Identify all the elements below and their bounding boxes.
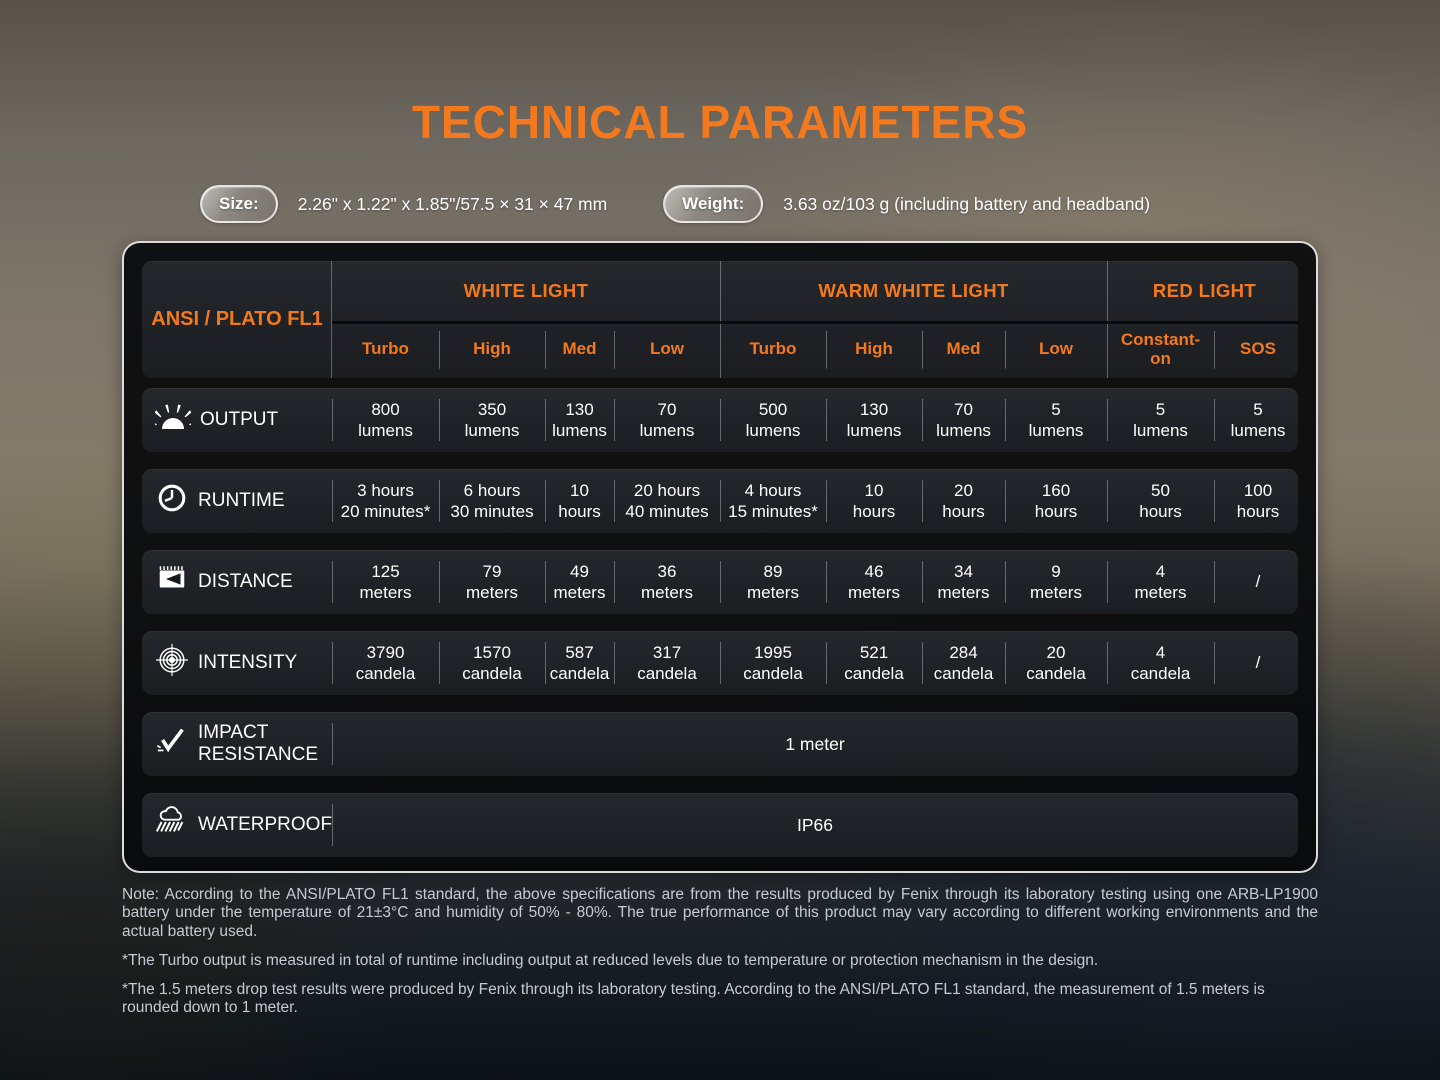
impact-arrow-icon <box>155 724 189 764</box>
table-cell <box>332 469 439 533</box>
table-cell <box>332 388 439 452</box>
cell-line: lumens <box>358 421 413 440</box>
cell-line: meters <box>553 583 606 602</box>
cell-line: lumens <box>1133 421 1188 440</box>
column-header-low: Low <box>614 321 720 378</box>
row-label-output <box>142 388 332 452</box>
table-cell <box>614 388 720 452</box>
row-label-distance <box>142 550 332 614</box>
table-row-distance <box>142 550 1298 614</box>
cell-line: / <box>1255 653 1261 673</box>
cell-line: 79 <box>482 561 502 581</box>
table-row-impact-resistance <box>142 712 1298 776</box>
cell-line: hours <box>558 502 601 521</box>
table-cell <box>1214 388 1302 452</box>
column-header-warm-med: Med <box>922 321 1005 378</box>
row-label-text: DISTANCE <box>198 571 293 593</box>
table-cell <box>720 550 826 614</box>
table-row-intensity <box>142 631 1298 695</box>
table-header <box>142 261 1298 378</box>
cell-line: meters <box>848 583 900 602</box>
row-label-waterproof <box>142 793 332 857</box>
cell-line: meters <box>747 583 799 602</box>
row-label-text: RUNTIME <box>198 490 285 512</box>
cell-line: meters <box>1030 583 1082 602</box>
sunburst-light-icon <box>155 400 191 440</box>
beam-distance-icon <box>155 562 189 602</box>
cell-line: 89 <box>763 561 783 581</box>
cell-line: 100 <box>1243 480 1273 500</box>
footnote-ansi: Note: According to the ANSI/PLATO FL1 standard, the above specifications are from the results produced by Fenix through its laboratory testing using one ARB-LP1900 battery under the temperature of 21±3°C and humidity of 50% - 80%. The true performance of this product may vary according to different working environments and the actual battery used. <box>122 886 1318 940</box>
column-header-constant-on: Constant-on <box>1107 321 1214 378</box>
cell-line: 5 <box>1253 399 1263 419</box>
cell-line: 36 <box>657 561 677 581</box>
cell-line: 70 <box>657 399 677 419</box>
table-cell <box>826 469 922 533</box>
row-label-text: WATERPROOF <box>198 814 333 836</box>
table-cell <box>1107 550 1214 614</box>
page-title: TECHNICAL PARAMETERS <box>411 96 1029 148</box>
footnote-drop-test: *The 1.5 meters drop test results were produced by Fenix through its laboratory testing. According to the ANSI/PLATO FL1 standard, the measurement of 1.5 meters is rounded down to 1 meter. <box>122 981 1265 1017</box>
cell-line: 5 <box>1051 399 1061 419</box>
row-label-intensity <box>142 631 332 695</box>
cell-line: hours <box>852 502 896 521</box>
cell-line: meters <box>937 583 990 602</box>
table-cell <box>922 469 1005 533</box>
column-header-warm-low: Low <box>1005 321 1107 378</box>
cell-line: 350 <box>477 399 507 419</box>
cell-line: 49 <box>570 561 589 581</box>
column-header-turbo: Turbo <box>362 339 409 359</box>
clock-icon <box>155 481 189 521</box>
table-cell <box>720 469 826 533</box>
cell-line: meters <box>641 583 693 602</box>
cell-line: hours <box>1034 502 1078 521</box>
size-value: 2.26" x 1.22" x 1.85"/57.5 × 31 × 47 mm <box>297 193 608 214</box>
cell-line: lumens <box>464 421 520 440</box>
specs-row <box>122 185 1318 223</box>
cell-line: hours <box>1236 502 1280 521</box>
cell-line: 800 <box>371 399 400 419</box>
cell-line: lumens <box>745 421 801 440</box>
cell-line: / <box>1255 572 1261 592</box>
group-header-red-light: RED LIGHT <box>1107 261 1302 321</box>
cell-line: 40 minutes <box>625 502 709 521</box>
cell-line: 1995 <box>754 642 792 662</box>
table-cell <box>614 469 720 533</box>
table-cell <box>439 469 545 533</box>
group-header-white-light: WHITE LIGHT <box>463 280 589 301</box>
cell-line: 46 <box>864 561 884 581</box>
column-header-high: High <box>439 321 545 378</box>
cell-line: 20 hours <box>633 480 701 500</box>
cell-line: 5 <box>1155 399 1166 419</box>
cell-line: 160 <box>1041 480 1071 500</box>
row-label-impact-resistance <box>142 712 332 776</box>
table-cell <box>1107 469 1214 533</box>
header-divider-line <box>332 321 1298 324</box>
cell-line: 3 hours <box>357 480 414 500</box>
column-header-med: Med <box>545 321 614 378</box>
cell-line: 10 <box>864 480 884 500</box>
cell-line: 30 minutes <box>450 502 534 521</box>
table-cell <box>545 550 614 614</box>
cell-line: hours <box>942 502 985 521</box>
cell-line: lumens <box>936 421 991 440</box>
cell-line: candela <box>933 664 994 683</box>
cell-line: 15 minutes* <box>728 502 818 521</box>
cell-line: 70 <box>954 399 973 419</box>
footnote-turbo: *The Turbo output is measured in total of runtime including output at reduced levels due to temperature or protection mechanism in the design. <box>122 951 1099 969</box>
cell-line: 4 <box>1155 561 1166 581</box>
cell-line: candela <box>1026 664 1086 683</box>
size-pill: Size: <box>200 185 278 223</box>
cell-line: 6 hours <box>463 480 521 500</box>
cell-line: candela <box>844 664 904 683</box>
row-label-text: INTENSITY <box>198 652 298 674</box>
table-cell <box>826 631 922 695</box>
row-label-text: IMPACT RESISTANCE <box>198 722 319 765</box>
table-cell <box>922 388 1005 452</box>
table-cell <box>826 388 922 452</box>
group-header-warm-white-light: WARM WHITE LIGHT <box>720 261 1107 321</box>
cell-line: candela <box>743 664 803 683</box>
table-cell <box>1107 631 1214 695</box>
table-cell <box>545 469 614 533</box>
cell-line: meters <box>359 583 412 602</box>
table-cell <box>720 388 826 452</box>
cell-line: 587 <box>565 642 594 662</box>
table-cell <box>545 388 614 452</box>
cell-line: 284 <box>949 642 978 662</box>
cell-line: 50 <box>1151 480 1170 500</box>
table-cell <box>614 631 720 695</box>
table-cell <box>1005 469 1107 533</box>
footnotes <box>122 886 1318 1018</box>
table-row-output <box>142 388 1298 452</box>
target-intensity-icon <box>155 643 189 683</box>
cell-line: candela <box>1130 664 1191 683</box>
rain-cloud-icon <box>155 805 189 845</box>
table-cell <box>1214 469 1302 533</box>
row-label-text: OUTPUT <box>200 409 279 431</box>
cell-line: 3790 <box>366 642 405 662</box>
weight-value: 3.63 oz/103 g (including battery and headband) <box>783 193 1151 214</box>
cell-line: 500 <box>758 399 788 419</box>
table-row-runtime <box>142 469 1298 533</box>
table-cell <box>332 631 439 695</box>
table-cell <box>439 550 545 614</box>
cell-line: meters <box>1134 583 1187 602</box>
table-cell <box>332 550 439 614</box>
table-cell-full: IP66 <box>332 793 1298 857</box>
cell-line: lumens <box>1028 421 1084 440</box>
column-header-sos: SOS <box>1214 321 1302 378</box>
cell-line: lumens <box>1230 421 1286 440</box>
table-cell <box>1214 550 1302 614</box>
cell-line: lumens <box>639 421 695 440</box>
row-label-runtime <box>142 469 332 533</box>
column-header-warm-turbo: Turbo <box>720 321 826 378</box>
cell-line: lumens <box>846 421 902 440</box>
spec-table-card <box>122 241 1318 873</box>
cell-line: candela <box>637 664 697 683</box>
cell-line: 130 <box>565 399 594 419</box>
cell-line: hours <box>1139 502 1182 521</box>
table-cell <box>1005 388 1107 452</box>
cell-line: 4 hours <box>744 480 802 500</box>
table-cell <box>439 631 545 695</box>
cell-line: candela <box>549 664 610 683</box>
corner-header: ANSI / PLATO FL1 <box>142 261 332 378</box>
cell-line: 4 <box>1155 642 1166 662</box>
cell-line: 9 <box>1051 561 1061 581</box>
cell-line: candela <box>462 664 522 683</box>
cell-line: 20 minutes* <box>340 502 431 521</box>
table-cell <box>1005 631 1107 695</box>
cell-line: 10 <box>570 480 589 500</box>
weight-pill: Weight: <box>663 185 763 223</box>
cell-line: 125 <box>371 561 400 581</box>
cell-line: 1570 <box>473 642 511 662</box>
table-cell <box>922 631 1005 695</box>
cell-line: 20 <box>954 480 973 500</box>
table-cell <box>545 631 614 695</box>
table-cell <box>922 550 1005 614</box>
cell-line: 521 <box>859 642 889 662</box>
cell-line: 317 <box>652 642 682 662</box>
table-cell <box>1005 550 1107 614</box>
table-cell <box>826 550 922 614</box>
column-header-warm-high: High <box>826 321 922 378</box>
cell-line: meters <box>466 583 518 602</box>
table-cell <box>439 388 545 452</box>
cell-line: 34 <box>954 561 973 581</box>
table-cell <box>1107 388 1214 452</box>
table-cell <box>720 631 826 695</box>
table-cell <box>614 550 720 614</box>
cell-line: 20 <box>1046 642 1066 662</box>
table-cell-full: 1 meter <box>332 712 1298 776</box>
table-cell <box>1214 631 1302 695</box>
table-row-waterproof <box>142 793 1298 857</box>
cell-line: 130 <box>859 399 889 419</box>
cell-line: lumens <box>552 421 607 440</box>
cell-line: candela <box>355 664 416 683</box>
